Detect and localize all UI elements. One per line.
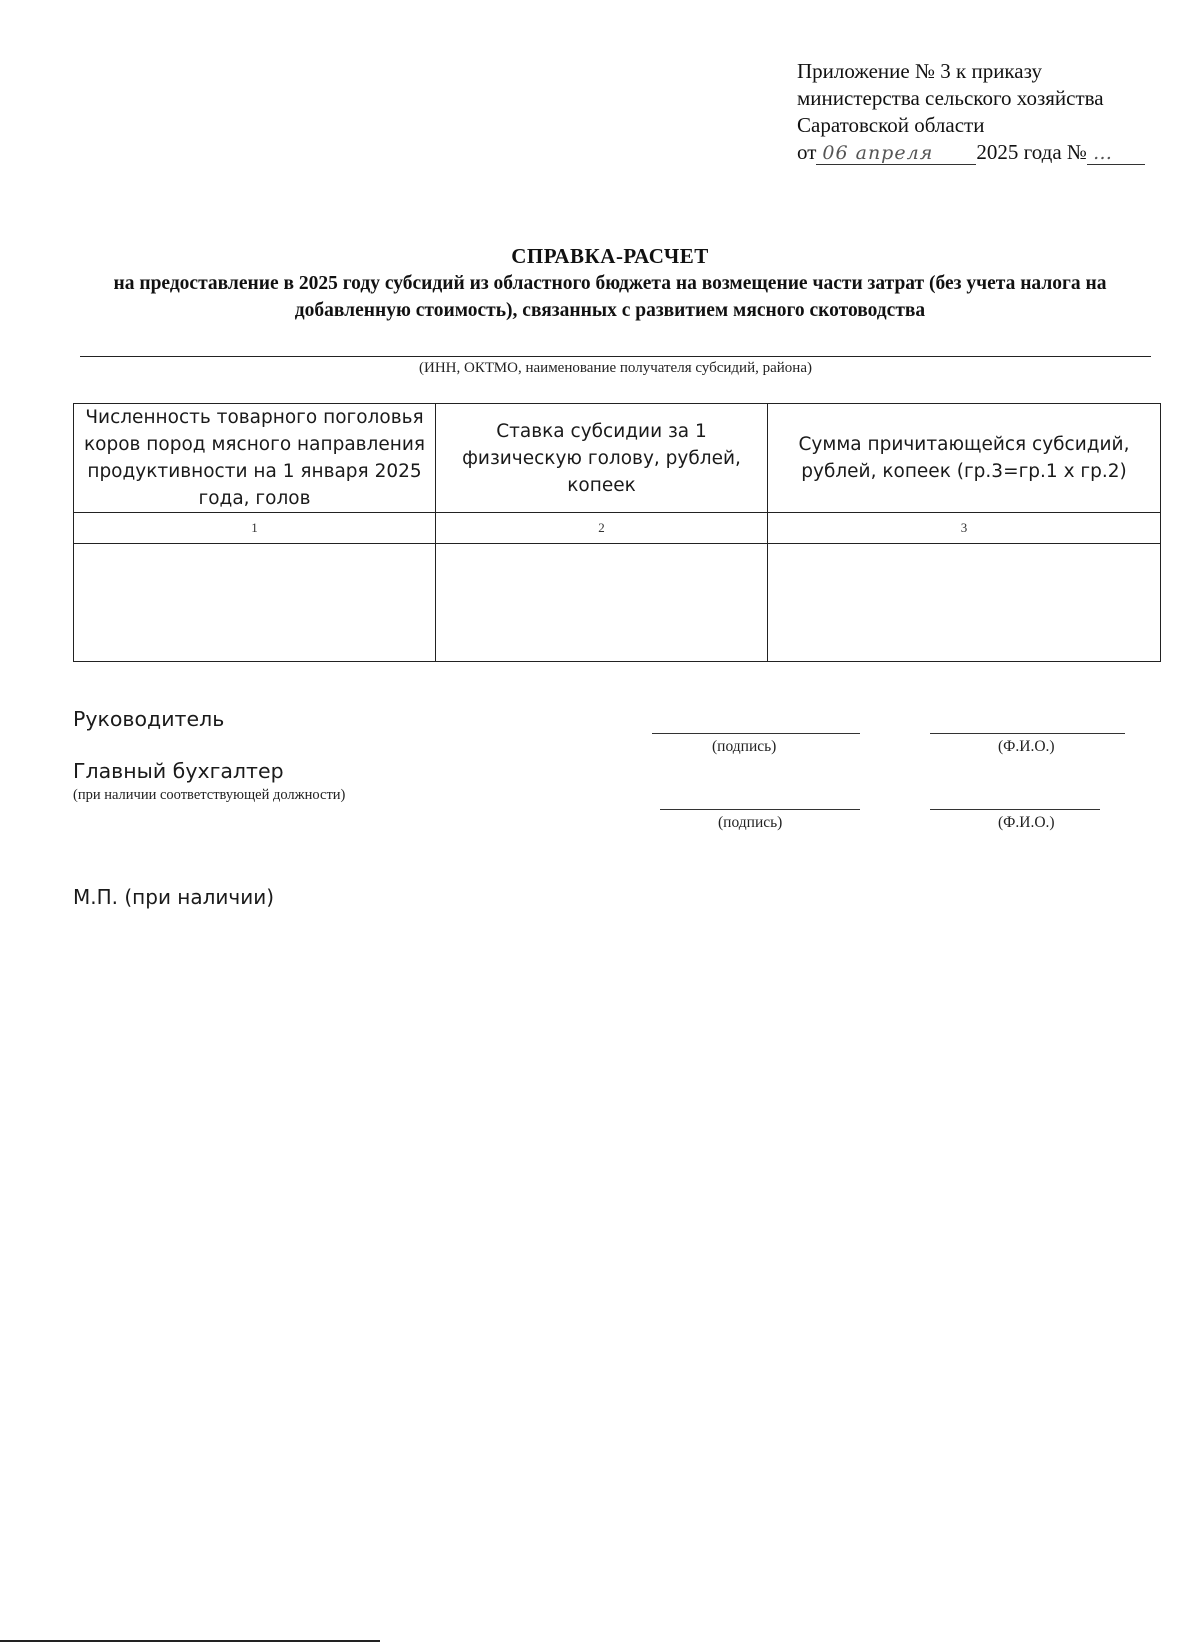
head-label: Руководитель	[73, 707, 225, 731]
column-number: 1	[74, 513, 436, 544]
column-number-row	[74, 513, 1161, 544]
accountant-signature-line[interactable]	[660, 809, 860, 810]
year-text: 2025 года №	[976, 140, 1087, 164]
appendix-line-2: министерства сельского хозяйства	[797, 86, 1104, 110]
column-number: 3	[768, 513, 1161, 544]
recipient-fill-line	[80, 356, 1151, 357]
table-cell[interactable]	[74, 544, 436, 662]
recipient-caption: (ИНН, ОКТМО, наименование получателя субсидий, района)	[419, 360, 812, 376]
head-signature-line[interactable]	[652, 733, 860, 734]
from-prefix: от	[797, 140, 817, 164]
stamp-label: М.П. (при наличии)	[73, 885, 275, 909]
table-header-cell: Численность товарного поголовья коров пород мясного направления продуктивности на 1 января 2025 года, голов	[74, 404, 436, 513]
head-signature-caption: (подпись)	[712, 738, 777, 755]
accountant-name-line[interactable]	[930, 809, 1100, 810]
accountant-label: Главный бухгалтер	[73, 759, 284, 783]
appendix-line-1: Приложение № 3 к приказу	[797, 59, 1042, 83]
table-row	[74, 544, 1161, 662]
document-title: СПРАВКА-РАСЧЕТ	[511, 244, 709, 268]
column-number: 2	[436, 513, 768, 544]
title-block	[70, 242, 1150, 324]
handwritten-date: 06 апреля	[816, 142, 976, 165]
table-cell[interactable]	[436, 544, 768, 662]
accountant-signature-caption: (подпись)	[718, 814, 783, 831]
head-name-line[interactable]	[930, 733, 1125, 734]
accountant-name-caption: (Ф.И.О.)	[998, 814, 1055, 831]
appendix-block	[797, 58, 1145, 166]
bottom-rule	[0, 1640, 380, 1642]
table-header-row	[74, 404, 1161, 513]
head-name-caption: (Ф.И.О.)	[998, 738, 1055, 755]
calculation-table	[73, 403, 1161, 662]
accountant-note: (при наличии соответствующей должности)	[73, 787, 346, 803]
appendix-date-line	[797, 139, 1145, 166]
handwritten-number: …	[1087, 142, 1145, 165]
appendix-line-3: Саратовской области	[797, 113, 985, 137]
table-cell[interactable]	[768, 544, 1161, 662]
table-header-cell: Ставка субсидии за 1 физическую голову, рублей, копеек	[436, 404, 768, 513]
document-subtitle: на предоставление в 2025 году субсидий из областного бюджета на возмещение части затрат (без учета налога на добавленную стоимость), связанных с развитием мясного скотоводства	[113, 273, 1107, 321]
table-header-cell: Сумма причитающейся субсидий, рублей, копеек (гр.3=гр.1 х гр.2)	[768, 404, 1161, 513]
